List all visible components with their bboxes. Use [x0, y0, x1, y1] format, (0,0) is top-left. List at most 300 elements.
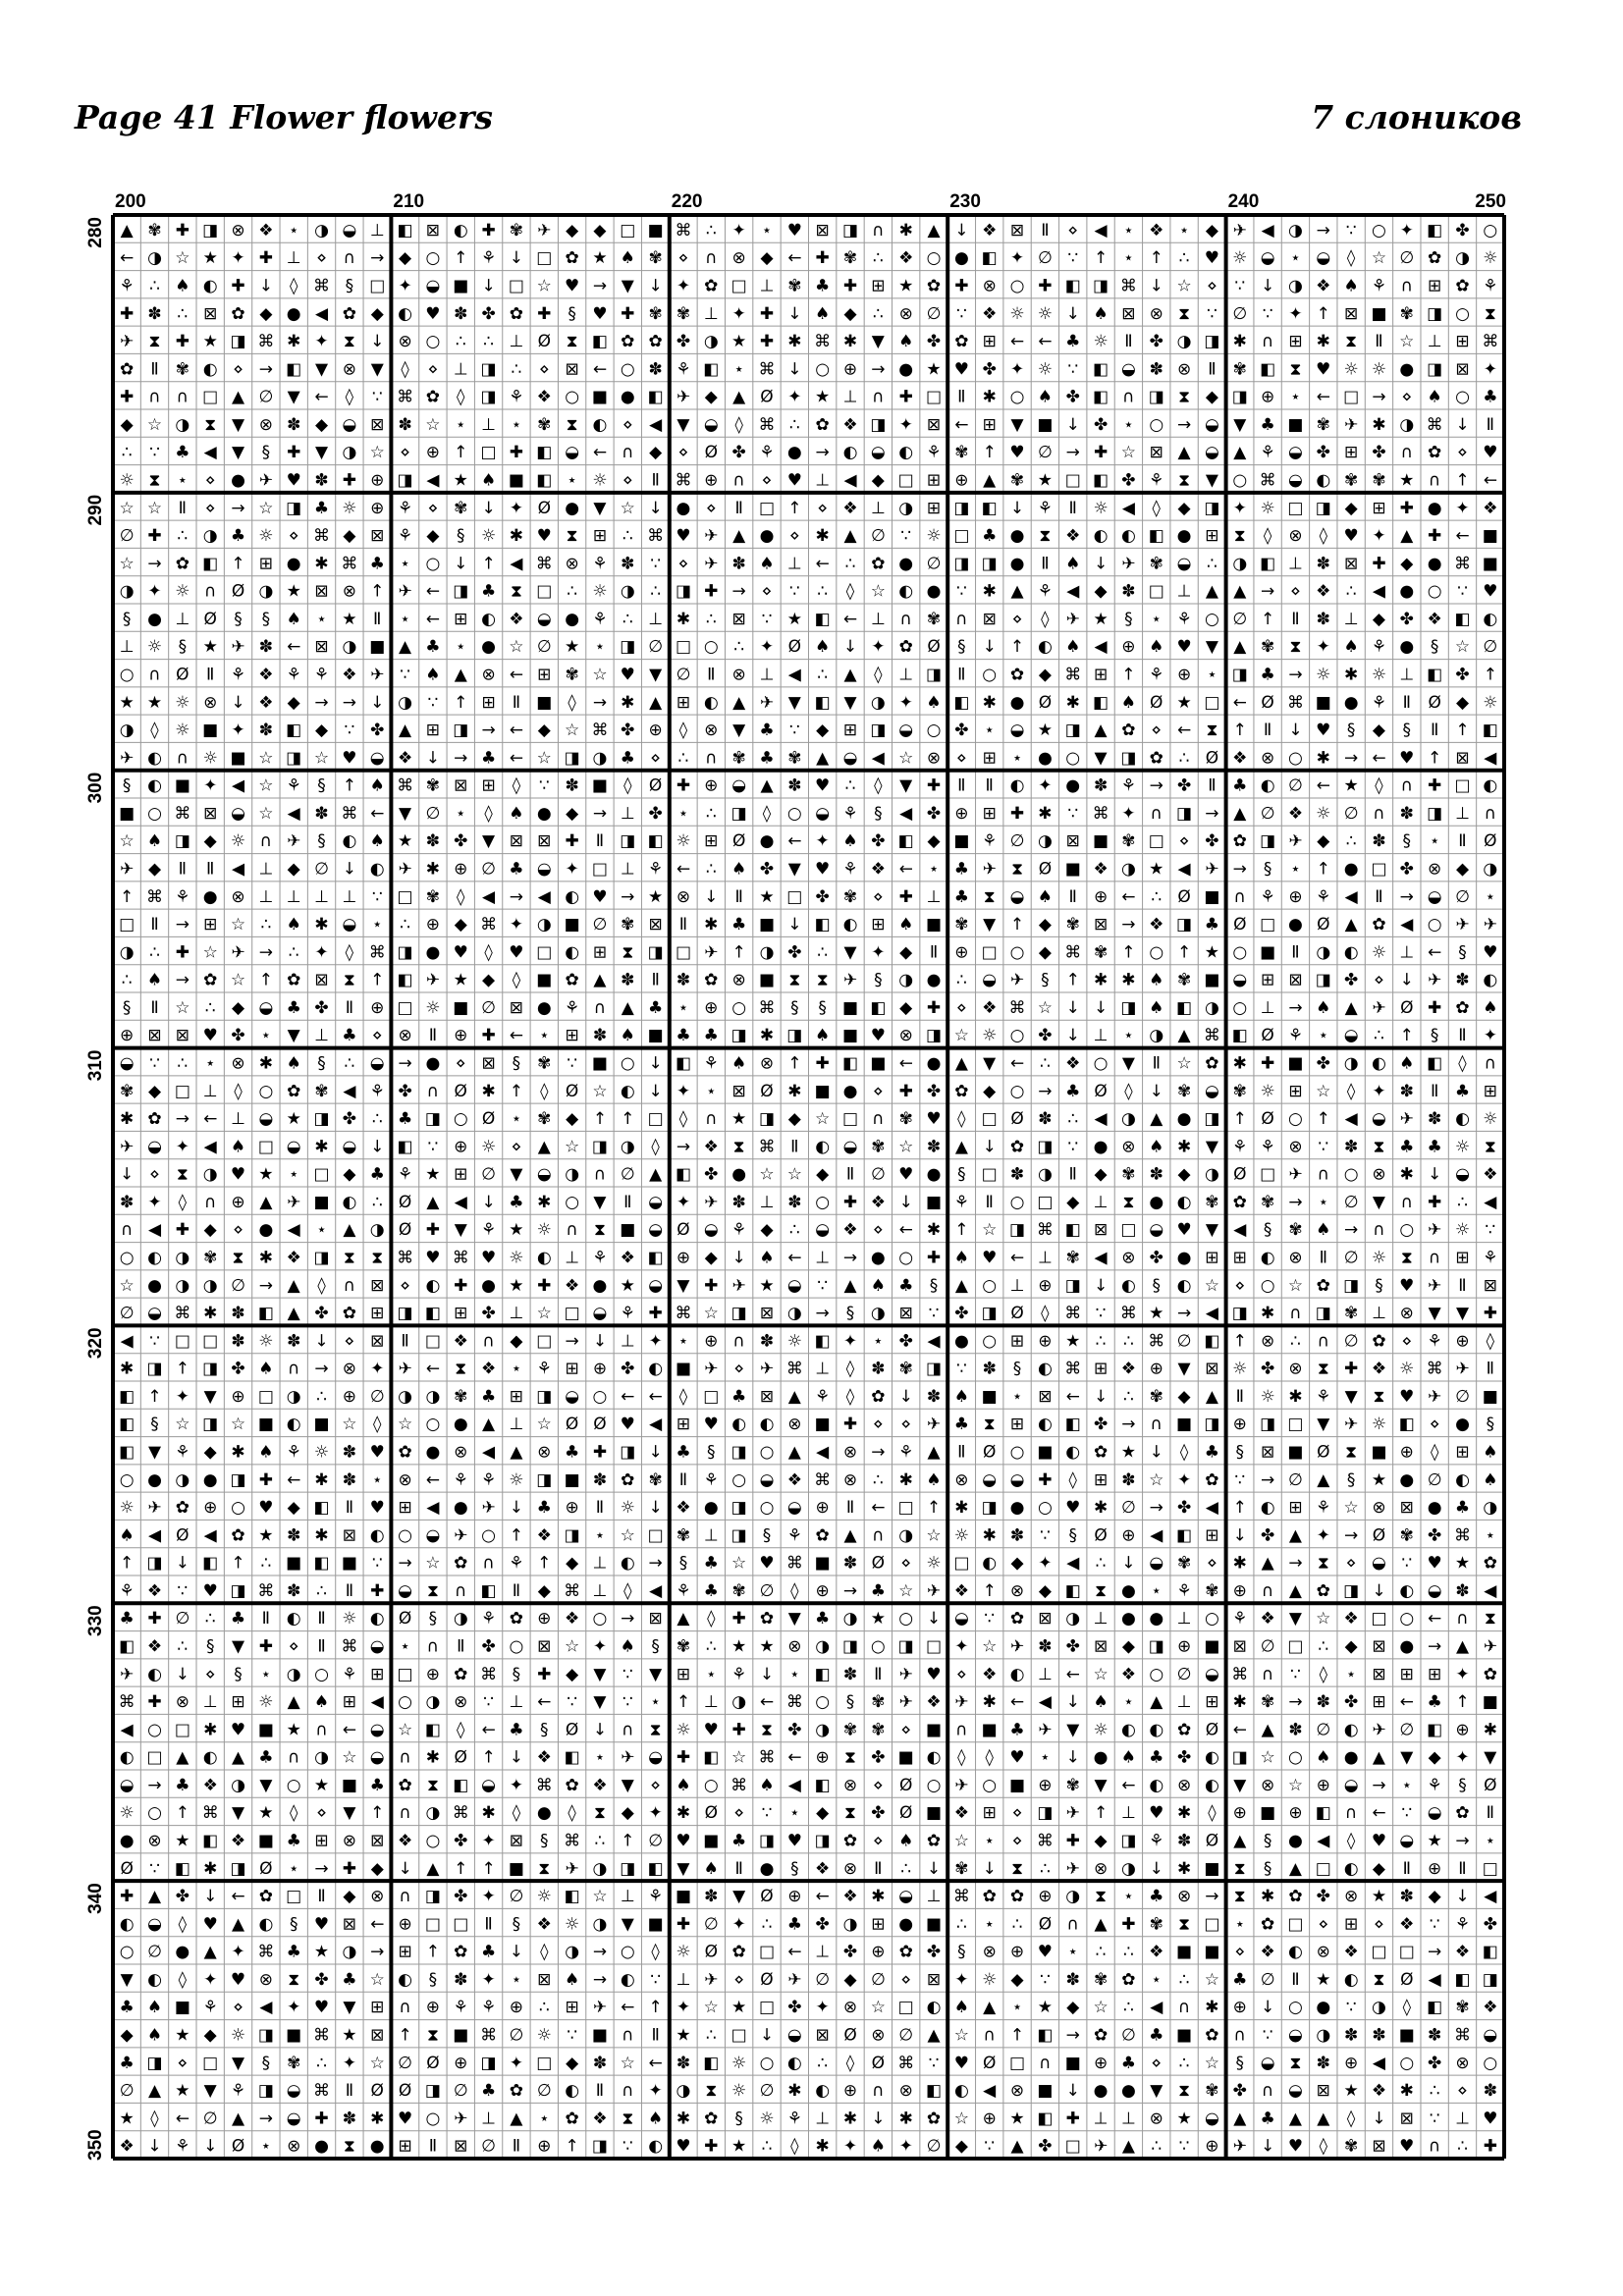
grid-cell-symbol: ☼: [926, 1553, 942, 1574]
grid-cell-symbol: ●: [565, 498, 580, 518]
grid-cell-symbol: ○: [147, 803, 162, 824]
grid-cell-symbol: Ø: [1261, 1109, 1274, 1130]
grid-cell-symbol: ▼: [399, 803, 412, 824]
grid-cell-symbol: ✚: [314, 2109, 329, 2129]
grid-cell-symbol: ☼: [676, 1720, 691, 1740]
grid-cell-symbol: Ⅱ: [957, 775, 966, 796]
grid-cell-symbol: ▲: [231, 1914, 245, 1935]
grid-cell-symbol: ✾: [565, 665, 579, 685]
grid-cell-symbol: ✦: [509, 2053, 524, 2073]
grid-cell-symbol: →: [1344, 748, 1359, 769]
grid-cell-symbol: ▼: [621, 1775, 634, 1795]
grid-cell-symbol: ↓: [1399, 970, 1414, 990]
grid-cell-symbol: ○: [1399, 1609, 1415, 1629]
grid-cell-symbol: ✤: [1065, 387, 1080, 407]
grid-cell-symbol: ✿: [648, 332, 663, 352]
grid-cell-symbol: ⋆: [1151, 1969, 1163, 1990]
grid-cell-symbol: ▲: [1261, 1720, 1274, 1740]
grid-cell-symbol: ▲: [1344, 997, 1358, 1018]
grid-cell-symbol: ∴: [149, 942, 160, 963]
grid-cell-symbol: ◨: [981, 1304, 998, 1324]
grid-cell-symbol: ←: [1428, 942, 1442, 963]
grid-cell-symbol: Ø: [1150, 692, 1163, 713]
grid-cell-symbol: ✚: [1121, 1914, 1136, 1935]
grid-cell-symbol: ◑: [202, 526, 218, 547]
grid-cell-symbol: Ⅱ: [707, 665, 716, 685]
grid-cell-symbol: ←: [1009, 1053, 1025, 1074]
grid-cell-symbol: ⊕: [1232, 1415, 1247, 1435]
grid-cell-symbol: ◒: [369, 1053, 385, 1074]
grid-cell-symbol: ❖: [982, 303, 998, 324]
grid-cell-symbol: ⊠: [537, 1636, 552, 1657]
grid-cell-symbol: ⧗: [593, 1220, 606, 1241]
grid-cell-symbol: ✦: [1399, 220, 1414, 240]
grid-cell-symbol: ♠: [898, 915, 914, 935]
grid-cell-symbol: ✾: [1009, 470, 1025, 491]
grid-cell-symbol: ☼: [146, 637, 163, 658]
grid-cell-symbol: ⊥: [1176, 581, 1192, 602]
grid-cell-symbol: ❖: [397, 1831, 413, 1851]
grid-cell-symbol: ⊥: [759, 276, 775, 296]
grid-cell-symbol: ↑: [370, 970, 385, 990]
grid-cell-symbol: ⊕: [871, 1942, 886, 1962]
grid-cell-symbol: ❖: [703, 1137, 719, 1157]
grid-cell-symbol: ⊞: [1344, 1914, 1359, 1935]
grid-cell-symbol: ■: [897, 1747, 914, 1768]
grid-cell-symbol: ✚: [1038, 276, 1053, 296]
grid-cell-symbol: ⋆: [1151, 1580, 1163, 1601]
grid-cell-symbol: ⊞: [982, 748, 997, 769]
grid-cell-symbol: ●: [1009, 692, 1025, 713]
grid-cell-symbol: Ø: [454, 1747, 467, 1768]
grid-cell-symbol: ❖: [258, 665, 274, 685]
grid-cell-symbol: ◨: [313, 1109, 330, 1130]
grid-cell-symbol: ◧: [647, 1248, 664, 1268]
grid-cell-symbol: ↓: [871, 2109, 886, 2129]
grid-cell-symbol: ↓: [1065, 2081, 1080, 2102]
grid-cell-symbol: ⋄: [622, 414, 633, 435]
grid-cell-symbol: ←: [787, 1248, 802, 1268]
grid-cell-symbol: ∩: [899, 609, 912, 629]
grid-cell-symbol: §: [317, 1053, 326, 1074]
grid-cell-symbol: ↑: [592, 1109, 608, 1130]
grid-cell-symbol: Ⅱ: [150, 915, 159, 935]
grid-cell-symbol: ◧: [1315, 1803, 1331, 1824]
grid-cell-symbol: §: [957, 637, 966, 658]
grid-cell-symbol: ⊠: [509, 831, 524, 852]
grid-cell-symbol: ◆: [370, 303, 384, 324]
grid-cell-symbol: Ⅱ: [845, 1498, 855, 1519]
grid-cell-symbol: →: [1288, 1692, 1303, 1713]
grid-cell-symbol: ⚘: [1454, 1914, 1471, 1935]
grid-cell-symbol: ◊: [651, 1137, 660, 1157]
grid-cell-symbol: ◧: [814, 609, 831, 629]
grid-cell-symbol: □: [925, 387, 943, 407]
grid-cell-symbol: ✤: [231, 1026, 245, 1046]
grid-cell-symbol: ⊥: [648, 609, 664, 629]
grid-cell-symbol: ↑: [370, 1803, 385, 1824]
grid-cell-symbol: ◧: [202, 554, 219, 574]
grid-cell-symbol: ♣: [119, 2053, 135, 2073]
grid-cell-symbol: ◊: [1346, 2109, 1356, 2129]
grid-cell-symbol: ○: [870, 1636, 886, 1657]
grid-cell-symbol: Ø: [454, 1081, 467, 1101]
grid-cell-symbol: ✱: [314, 1137, 329, 1157]
grid-cell-symbol: ◒: [703, 1220, 719, 1241]
grid-cell-symbol: ↓: [314, 1331, 329, 1352]
grid-cell-symbol: ☆: [592, 1081, 608, 1101]
grid-cell-symbol: ○: [1037, 1498, 1053, 1519]
grid-cell-symbol: Ⅱ: [150, 997, 159, 1018]
grid-cell-symbol: ⋄: [677, 443, 689, 463]
grid-cell-symbol: ◆: [1066, 1192, 1080, 1212]
grid-cell-symbol: ✱: [898, 1469, 913, 1490]
grid-cell-symbol: ●: [481, 637, 497, 658]
grid-cell-symbol: ✱: [1176, 1137, 1192, 1157]
grid-cell-symbol: ★: [759, 1275, 775, 1296]
grid-cell-symbol: ◊: [512, 970, 521, 990]
grid-cell-symbol: ○: [815, 1192, 831, 1212]
grid-cell-symbol: ∅: [1260, 1636, 1275, 1657]
grid-cell-symbol: ◊: [1458, 1053, 1467, 1074]
grid-cell-symbol: ◨: [1231, 665, 1248, 685]
grid-cell-symbol: ♣: [175, 443, 190, 463]
grid-cell-symbol: ◀: [231, 859, 245, 880]
grid-cell-symbol: ⊥: [1343, 609, 1359, 629]
grid-cell-symbol: ☼: [1454, 1220, 1471, 1241]
grid-cell-symbol: ◆: [1038, 1580, 1052, 1601]
grid-cell-symbol: □: [397, 886, 413, 907]
grid-cell-symbol: ★: [453, 970, 468, 990]
grid-cell-symbol: ∴: [260, 915, 272, 935]
grid-cell-symbol: ✤: [314, 1304, 329, 1324]
grid-cell-symbol: ∵: [177, 1580, 189, 1601]
grid-cell-symbol: ∴: [872, 248, 884, 269]
grid-cell-symbol: Ø: [481, 1109, 496, 1130]
grid-cell-symbol: ↓: [1149, 1081, 1163, 1101]
grid-cell-symbol: ✤: [175, 1887, 189, 1907]
grid-cell-symbol: ◀: [510, 554, 523, 574]
grid-cell-symbol: ◨: [591, 2136, 608, 2157]
grid-cell-symbol: ⊠: [1205, 1359, 1219, 1379]
grid-cell-symbol: ◒: [1176, 554, 1192, 574]
grid-cell-symbol: ✾: [314, 1081, 329, 1101]
grid-cell-symbol: ❖: [676, 1498, 691, 1519]
grid-cell-symbol: ◨: [730, 1026, 747, 1046]
grid-cell-symbol: Ø: [1261, 692, 1274, 713]
grid-cell-symbol: ✽: [1399, 1887, 1414, 1907]
grid-cell-symbol: ∅: [536, 2081, 552, 2102]
grid-cell-symbol: ✈: [1288, 831, 1303, 852]
grid-cell-symbol: ◑: [425, 1803, 441, 1824]
grid-cell-symbol: ✿: [871, 1386, 886, 1407]
grid-cell-symbol: ◧: [1260, 554, 1276, 574]
grid-cell-symbol: ✈: [704, 526, 719, 547]
grid-cell-symbol: ◀: [983, 2081, 997, 2102]
grid-cell-symbol: ∩: [203, 1192, 217, 1212]
grid-cell-symbol: ◨: [564, 1525, 580, 1546]
grid-cell-symbol: ⋆: [316, 1220, 327, 1241]
grid-cell-symbol: Ⅱ: [401, 1331, 409, 1352]
grid-cell-symbol: →: [592, 1942, 608, 1962]
grid-cell-symbol: □: [397, 997, 413, 1018]
grid-cell-symbol: Ⅱ: [345, 1580, 354, 1601]
grid-cell-symbol: ■: [620, 1220, 636, 1241]
grid-cell-symbol: ✿: [258, 1887, 273, 1907]
grid-cell-symbol: □: [508, 276, 524, 296]
grid-cell-symbol: ◨: [1204, 1109, 1220, 1130]
grid-cell-symbol: ○: [1288, 1747, 1303, 1768]
grid-cell-symbol: ⊗: [842, 1998, 858, 2018]
grid-cell-symbol: ⊥: [703, 303, 719, 324]
grid-cell-symbol: ♠: [815, 303, 831, 324]
grid-cell-symbol: ⊕: [954, 803, 969, 824]
grid-cell-symbol: Ⅱ: [261, 1609, 271, 1629]
grid-cell-symbol: ✱: [982, 387, 997, 407]
grid-cell-symbol: ←: [1121, 1775, 1136, 1795]
grid-cell-symbol: ★: [175, 2081, 190, 2102]
grid-cell-symbol: ∴: [371, 1192, 383, 1212]
grid-cell-symbol: ⌘: [535, 1775, 553, 1795]
grid-cell-symbol: ✾: [676, 1636, 691, 1657]
grid-cell-symbol: ✤: [481, 1304, 496, 1324]
grid-cell-symbol: ◑: [314, 220, 329, 240]
grid-cell-symbol: ⚘: [480, 1609, 497, 1629]
grid-cell-symbol: ⊥: [509, 1415, 524, 1435]
grid-cell-symbol: ∩: [983, 2025, 996, 2046]
grid-cell-symbol: ♠: [676, 1775, 691, 1795]
grid-cell-symbol: ∵: [1429, 2109, 1440, 2129]
grid-cell-symbol: □: [897, 470, 914, 491]
grid-cell-symbol: ☼: [480, 1137, 497, 1157]
grid-cell-symbol: ⚘: [676, 359, 691, 380]
grid-cell-symbol: ✚: [1399, 498, 1414, 518]
grid-cell-symbol: ⋄: [233, 1220, 243, 1241]
grid-cell-symbol: ◆: [566, 1109, 579, 1130]
grid-cell-symbol: ◆: [1010, 1969, 1024, 1990]
grid-cell-symbol: Ⅱ: [1291, 942, 1300, 963]
grid-cell-symbol: ♠: [1065, 554, 1081, 574]
grid-cell-symbol: ⊠: [1232, 1636, 1247, 1657]
grid-cell-symbol: ⊞: [1399, 1664, 1414, 1684]
grid-cell-symbol: ▲: [426, 1192, 440, 1212]
grid-cell-symbol: ↓: [1372, 2109, 1386, 2129]
grid-cell-symbol: ◧: [119, 1386, 135, 1407]
grid-cell-symbol: ∴: [900, 1858, 912, 1879]
grid-cell-symbol: ◑: [898, 1525, 914, 1546]
grid-cell-symbol: ■: [814, 1081, 831, 1101]
grid-cell-symbol: ⊕: [1232, 1998, 1247, 2018]
grid-cell-symbol: ⊥: [1176, 1692, 1192, 1713]
grid-cell-symbol: ⊗: [731, 665, 746, 685]
grid-cell-symbol: ☼: [953, 1525, 969, 1546]
grid-cell-symbol: Ⅱ: [1402, 692, 1411, 713]
grid-cell-symbol: Ⅱ: [651, 970, 660, 990]
grid-cell-symbol: ⊗: [342, 1359, 357, 1379]
grid-cell-symbol: ☼: [1483, 1109, 1498, 1130]
grid-cell-symbol: ∵: [1345, 220, 1357, 240]
grid-cell-symbol: →: [1428, 1942, 1442, 1962]
grid-cell-symbol: ☆: [898, 1137, 914, 1157]
grid-cell-symbol: ✤: [1038, 1026, 1053, 1046]
grid-cell-symbol: ◀: [287, 803, 300, 824]
grid-cell-symbol: Ⅱ: [874, 1858, 883, 1879]
grid-cell-symbol: ∩: [1456, 1609, 1469, 1629]
grid-cell-symbol: ◐: [1260, 1248, 1275, 1268]
grid-cell-symbol: ⚘: [286, 665, 301, 685]
grid-cell-symbol: ∅: [509, 2025, 524, 2046]
grid-cell-symbol: ○: [425, 554, 441, 574]
grid-cell-symbol: ♠: [648, 2109, 664, 2129]
grid-cell-symbol: ✽: [1344, 2025, 1359, 2046]
grid-cell-symbol: □: [536, 2053, 553, 2073]
grid-cell-symbol: ♣: [564, 1442, 580, 1463]
grid-cell-symbol: ■: [453, 2025, 469, 2046]
grid-cell-symbol: ✈: [704, 1359, 719, 1379]
grid-cell-symbol: ▲: [399, 721, 412, 741]
grid-cell-symbol: ✦: [231, 1942, 245, 1962]
grid-cell-symbol: ✈: [1483, 1636, 1497, 1657]
grid-cell-symbol: ✦: [203, 1969, 218, 1990]
grid-cell-symbol: ⚘: [1176, 1580, 1192, 1601]
grid-cell-symbol: ⌘: [1453, 1525, 1471, 1546]
grid-cell-symbol: ⋆: [677, 997, 689, 1018]
grid-cell-symbol: ⊞: [592, 942, 608, 963]
grid-cell-symbol: ❖: [842, 1220, 858, 1241]
grid-cell-symbol: ♣: [703, 1553, 719, 1574]
grid-cell-symbol: ◆: [287, 1498, 300, 1519]
grid-cell-symbol: ⊥: [1455, 2109, 1470, 2129]
grid-cell-symbol: ❖: [982, 997, 998, 1018]
grid-cell-symbol: ⊕: [342, 1386, 357, 1407]
grid-cell-symbol: ⚘: [1037, 498, 1054, 518]
grid-cell-symbol: ⊗: [787, 1415, 802, 1435]
grid-cell-symbol: ☼: [119, 1498, 135, 1519]
grid-cell-symbol: □: [480, 443, 497, 463]
grid-cell-symbol: ○: [1427, 581, 1442, 602]
grid-cell-symbol: ✿: [509, 303, 524, 324]
grid-cell-symbol: ◐: [1093, 526, 1109, 547]
grid-cell-symbol: ◊: [1402, 1998, 1412, 2018]
grid-cell-symbol: ▼: [843, 942, 857, 963]
grid-cell-symbol: ◊: [1319, 526, 1327, 547]
grid-cell-symbol: Ⅱ: [317, 1609, 326, 1629]
grid-cell-symbol: ☆: [731, 1747, 747, 1768]
grid-cell-symbol: ∅: [119, 2081, 135, 2102]
grid-cell-symbol: □: [1064, 2136, 1081, 2157]
grid-cell-symbol: ∵: [371, 886, 383, 907]
grid-cell-symbol: ↓: [398, 1858, 412, 1879]
grid-cell-symbol: ◒: [759, 1469, 775, 1490]
grid-cell-symbol: ♠: [870, 2136, 886, 2157]
grid-cell-symbol: ❖: [1343, 1942, 1359, 1962]
grid-cell-symbol: ◆: [816, 721, 830, 741]
grid-cell-symbol: ⊠: [370, 526, 385, 547]
grid-cell-symbol: ✚: [676, 775, 691, 796]
grid-cell-symbol: →: [314, 692, 329, 713]
grid-cell-symbol: ○: [565, 387, 580, 407]
grid-cell-symbol: ■: [1260, 1803, 1276, 1824]
grid-cell-symbol: ⌘: [535, 554, 553, 574]
grid-cell-symbol: ◧: [1482, 1942, 1498, 1962]
grid-cell-symbol: Ⅱ: [428, 2136, 438, 2157]
grid-cell-symbol: ⊠: [537, 1969, 552, 1990]
grid-cell-symbol: ⌘: [313, 2081, 331, 2102]
grid-cell-symbol: □: [174, 1720, 190, 1740]
grid-cell-symbol: ✦: [1316, 1525, 1330, 1546]
grid-cell-symbol: ◊: [150, 2109, 159, 2129]
grid-cell-symbol: ⊕: [454, 1137, 468, 1157]
grid-cell-symbol: Ø: [871, 2053, 886, 2073]
grid-cell-symbol: ∩: [455, 1580, 467, 1601]
grid-cell-symbol: ★: [1399, 470, 1415, 491]
grid-cell-symbol: ●: [202, 886, 218, 907]
grid-cell-symbol: ◨: [730, 1498, 747, 1519]
grid-cell-symbol: ⋄: [733, 1803, 744, 1824]
grid-cell-symbol: ◑: [1120, 859, 1136, 880]
grid-cell-symbol: ◐: [1009, 1664, 1025, 1684]
grid-cell-symbol: ⊞: [1483, 1081, 1497, 1101]
grid-cell-symbol: ♣: [731, 1831, 747, 1851]
grid-cell-symbol: ⊕: [1176, 1636, 1192, 1657]
grid-cell-symbol: ⋆: [873, 1331, 884, 1352]
grid-cell-symbol: ■: [1287, 1053, 1304, 1074]
grid-cell-symbol: ⚘: [953, 1192, 969, 1212]
grid-cell-symbol: ♣: [480, 748, 497, 769]
grid-cell-symbol: ∵: [427, 1137, 439, 1157]
grid-cell-symbol: ☼: [1483, 248, 1498, 269]
grid-cell-symbol: ○: [1232, 997, 1248, 1018]
grid-cell-symbol: ⊠: [454, 775, 468, 796]
grid-cell-symbol: □: [536, 581, 553, 602]
grid-cell-symbol: ✱: [1065, 692, 1080, 713]
grid-cell-symbol: ♣: [1260, 665, 1275, 685]
grid-cell-symbol: ✱: [1232, 1692, 1247, 1713]
grid-cell-symbol: ∴: [316, 1386, 327, 1407]
grid-cell-symbol: ☆: [342, 1415, 357, 1435]
grid-cell-symbol: ✦: [898, 692, 913, 713]
grid-cell-symbol: ↑: [787, 1053, 802, 1074]
grid-cell-symbol: ↑: [1455, 470, 1470, 491]
grid-cell-symbol: ♥: [202, 1580, 218, 1601]
grid-cell-symbol: ⊗: [1344, 1887, 1359, 1907]
grid-cell-symbol: ◐: [1455, 1109, 1470, 1130]
grid-cell-symbol: ❖: [953, 1803, 969, 1824]
grid-cell-symbol: ❖: [1149, 220, 1164, 240]
grid-cell-symbol: ☆: [369, 2053, 385, 2073]
grid-cell-symbol: ⧗: [1484, 303, 1496, 324]
grid-cell-symbol: ↑: [982, 443, 997, 463]
grid-cell-symbol: ◆: [203, 831, 217, 852]
grid-cell-symbol: ⌘: [1231, 1664, 1249, 1684]
grid-cell-symbol: ⌘: [1453, 554, 1471, 574]
grid-cell-symbol: ◧: [1093, 470, 1109, 491]
grid-cell-symbol: ⌘: [1453, 2025, 1471, 2046]
grid-cell-symbol: ⊕: [1455, 1720, 1470, 1740]
grid-cell-symbol: ◒: [1205, 443, 1219, 463]
grid-cell-symbol: ◊: [651, 1942, 660, 1962]
grid-cell-symbol: ◊: [623, 1580, 632, 1601]
grid-cell-symbol: Ø: [1484, 1775, 1497, 1795]
grid-cell-symbol: ■: [230, 748, 246, 769]
grid-cell-symbol: ⋄: [1401, 387, 1413, 407]
grid-cell-symbol: ♣: [1204, 1442, 1220, 1463]
grid-cell-symbol: ✈: [1372, 997, 1386, 1018]
grid-cell-symbol: ⊠: [1372, 1664, 1386, 1684]
grid-cell-symbol: ☆: [1343, 1498, 1359, 1519]
grid-cell-symbol: ↑: [1260, 609, 1275, 629]
grid-cell-symbol: ←: [648, 2053, 663, 2073]
